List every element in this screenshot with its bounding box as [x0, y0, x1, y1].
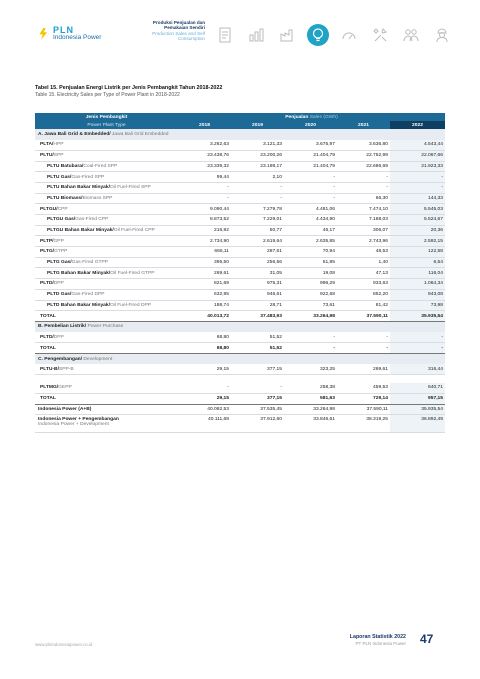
- table-row: [35, 383, 445, 394]
- page-header: [0, 0, 480, 62]
- table-row: [35, 140, 445, 151]
- value-cell: 51,52: [231, 343, 284, 354]
- row-label-id: PLTU Bahan Bakar Minyak/: [47, 185, 110, 191]
- value-cell: 73,61: [284, 300, 337, 311]
- value-cell: 216,92: [178, 225, 231, 236]
- value-cell: 21.404,79: [284, 150, 337, 161]
- section-label-id: C. Pengembangan/: [38, 356, 83, 362]
- value-cell: 22.752,99: [337, 150, 390, 161]
- gauge-icon[interactable]: [338, 24, 360, 46]
- value-cell: 4.543,44: [390, 140, 445, 151]
- value-cell: 4.481,06: [284, 204, 337, 215]
- value-cell: 3.636,80: [337, 140, 390, 151]
- table-row: [35, 364, 445, 375]
- value-cell: 37.590,11: [337, 404, 390, 415]
- table-title: Tabel 15. Penjualan Energi Listrik per Jenis Pembangkit Tahun 2018-2022: [35, 85, 223, 91]
- section-label-id: B. Pembelian Listrik/: [38, 324, 87, 330]
- section-label: [35, 353, 445, 364]
- value-cell: 33.264,98: [284, 311, 337, 322]
- section-title-en: Production Sales and Self Consumption: [152, 30, 205, 41]
- value-cell: 943,08: [390, 289, 445, 300]
- value-cell: 729,14: [337, 394, 390, 405]
- table-row: [35, 215, 445, 226]
- value-cell: 37.912,60: [231, 415, 284, 433]
- row-label: [35, 300, 178, 311]
- value-cell: 81,42: [337, 300, 390, 311]
- value-cell: 28,71: [231, 300, 284, 311]
- table-row: [35, 161, 445, 172]
- value-cell: 7.168,03: [337, 215, 390, 226]
- value-cell: 38.319,25: [337, 415, 390, 433]
- row-label-id: PLTGU/: [40, 206, 58, 212]
- value-cell: 5.524,67: [390, 215, 445, 226]
- section-row: [35, 321, 445, 332]
- row-label-en: Gas-Fired DPP: [71, 292, 105, 298]
- finance-icon[interactable]: [245, 24, 267, 46]
- row-label: [35, 289, 178, 300]
- sales-table: [35, 113, 445, 433]
- report-icon[interactable]: [214, 24, 236, 46]
- value-cell: 33.846,61: [284, 415, 337, 433]
- value-cell: 640,71: [390, 383, 445, 394]
- value-cell: 37.535,45: [231, 404, 284, 415]
- table-row: [35, 204, 445, 215]
- value-cell: 3.675,97: [284, 140, 337, 151]
- table-subtitle: Table 15. Electricity Sales per Type of Power Plant in 2018-2022: [35, 92, 180, 99]
- value-cell: 36.892,49: [390, 415, 445, 433]
- value-cell: 35.935,54: [390, 404, 445, 415]
- value-cell: 37.483,93: [231, 311, 284, 322]
- value-cell: 395,50: [178, 257, 231, 268]
- value-cell: 40.111,68: [178, 415, 231, 433]
- value-cell: 7.229,01: [231, 215, 284, 226]
- sales-header: [178, 113, 445, 121]
- row-label-id: PLTD/: [40, 281, 54, 287]
- lightning-icon: [37, 28, 49, 40]
- value-cell: -: [390, 182, 445, 193]
- row-label-en: DPP: [53, 281, 64, 287]
- value-cell: 23.438,76: [178, 150, 231, 161]
- row-label-en: GPP: [53, 238, 64, 244]
- row-label-id: PLTD/: [40, 334, 54, 340]
- table-row: [35, 289, 445, 300]
- table-row: [35, 150, 445, 161]
- value-cell: 946,61: [231, 289, 284, 300]
- value-cell: -: [337, 343, 390, 354]
- value-cell: 33.264,98: [284, 404, 337, 415]
- value-cell: 1.064,34: [390, 279, 445, 290]
- value-cell: 258,38: [284, 383, 337, 394]
- value-cell: -: [231, 193, 284, 204]
- tools-icon[interactable]: [369, 24, 391, 46]
- value-cell: 144,33: [390, 193, 445, 204]
- value-cell: 23.198,17: [231, 161, 284, 172]
- value-cell: -: [284, 343, 337, 354]
- row-label-id: PLTD Gas/: [47, 292, 72, 298]
- value-cell: -: [390, 343, 445, 354]
- value-cell: 66,30: [337, 193, 390, 204]
- value-cell: 5.545,03: [390, 204, 445, 215]
- value-cell: 269,61: [337, 364, 390, 375]
- table-header-row: [35, 113, 445, 121]
- row-label: [35, 161, 178, 172]
- value-cell: 50,77: [231, 225, 284, 236]
- table-year-row: [35, 121, 445, 129]
- value-cell: 665,11: [178, 247, 231, 258]
- value-cell: 40.082,53: [178, 404, 231, 415]
- row-label-en: GEPP: [58, 385, 72, 391]
- brand-subtitle: Indonesia Power: [53, 34, 102, 41]
- value-cell: 975,31: [231, 279, 284, 290]
- value-cell: -: [390, 172, 445, 183]
- table-row: [35, 257, 445, 268]
- row-label-en: DPP: [53, 334, 64, 340]
- value-cell: 19,08: [284, 268, 337, 279]
- value-cell: 3.262,63: [178, 140, 231, 151]
- table-row: [35, 279, 445, 290]
- value-cell: 2.619,64: [231, 236, 284, 247]
- value-cell: 4.434,90: [284, 215, 337, 226]
- report-title: Laporan Statistik 2022: [349, 634, 406, 640]
- chapter-icons: [214, 24, 462, 46]
- value-cell: 23.200,26: [231, 150, 284, 161]
- grand-total-label-id: Indonesia Power (A+B): [38, 407, 92, 413]
- year-header: 2022: [390, 121, 445, 129]
- value-cell: -: [284, 172, 337, 183]
- row-label: [35, 182, 178, 193]
- value-cell: 51,85: [284, 257, 337, 268]
- table-row: [35, 236, 445, 247]
- row-label: [35, 172, 178, 183]
- row-label-en: Oil Fuel-Fired DPP: [109, 302, 152, 308]
- row-label-en: Oil Fuel-Fired CPP: [113, 228, 155, 234]
- value-cell: 256,56: [231, 257, 284, 268]
- grand-total-row: [35, 415, 445, 433]
- value-cell: 37.590,11: [337, 311, 390, 322]
- row-label-id: PLTGU Bahan Bakar Minyak/: [47, 228, 114, 234]
- table-row: [35, 247, 445, 258]
- row-label-id: PLTGU Gas/: [47, 217, 76, 223]
- row-label: [35, 364, 178, 375]
- sales-header-en: Sales (GWh): [309, 114, 338, 120]
- year-header: 2018: [178, 121, 231, 129]
- grand-total-label-en: Indonesia Power + Development: [38, 422, 109, 428]
- row-label-en: HPP: [53, 142, 64, 148]
- grand-total-row: [35, 404, 445, 415]
- section-title: [147, 20, 205, 41]
- value-cell: 68,80: [178, 332, 231, 343]
- value-cell: 581,63: [284, 394, 337, 405]
- row-label-en: Coal-Fired SPP: [83, 163, 118, 169]
- section-label-en: Power Purchase: [87, 324, 124, 330]
- section-label: [35, 321, 445, 332]
- total-row: [35, 343, 445, 354]
- row-label: [35, 247, 178, 258]
- row-label-id: PLTU Gas/: [47, 174, 72, 180]
- value-cell: 306,07: [337, 225, 390, 236]
- plant-type-header: Jenis Pembangkit: [35, 113, 178, 121]
- value-cell: 2,10: [231, 172, 284, 183]
- table-caption: [35, 85, 222, 99]
- value-cell: 116,04: [390, 268, 445, 279]
- bulb-icon[interactable]: [307, 24, 329, 46]
- value-cell: 2.635,85: [284, 236, 337, 247]
- row-label-id: PLTU/: [40, 153, 54, 159]
- row-label-en: SPP: [53, 153, 64, 159]
- row-label-id: PLTU Batubara/: [47, 163, 84, 169]
- row-label: [35, 268, 178, 279]
- people-icon[interactable]: [400, 24, 422, 46]
- row-label-en: Oil Fuel-Fired GTPP: [110, 270, 155, 276]
- row-label-en: Gas-Fired GTPP: [71, 260, 109, 266]
- section-label: [35, 129, 445, 140]
- total-label: TOTAL: [35, 343, 178, 354]
- section-label-en: Jawa Bali Grid Embedded: [111, 131, 169, 137]
- value-cell: 323,25: [284, 364, 337, 375]
- value-cell: -: [284, 182, 337, 193]
- year-header: 2021: [337, 121, 390, 129]
- row-label: [35, 193, 178, 204]
- row-label: [35, 279, 178, 290]
- row-label-en: Oil Fuel-Fired SPP: [109, 185, 151, 191]
- website-url[interactable]: www.plnindonesiapower.co.id: [35, 642, 93, 647]
- table-row: [35, 225, 445, 236]
- value-cell: 29,15: [178, 364, 231, 375]
- row-label-en: Gas-Fired SPP: [71, 174, 105, 180]
- row-label: [35, 140, 178, 151]
- value-cell: 40.013,72: [178, 311, 231, 322]
- value-cell: 8.873,52: [178, 215, 231, 226]
- grand-total-label: [35, 404, 178, 415]
- page-number: 47: [420, 632, 434, 646]
- value-cell: 35.935,54: [390, 311, 445, 322]
- row-label-id: PLTA/: [40, 142, 54, 148]
- table-row: [35, 182, 445, 193]
- row-label-id: PLTU-B/: [40, 366, 59, 372]
- value-cell: 70,94: [284, 247, 337, 258]
- row-label-en: SPP-B: [58, 366, 74, 372]
- value-cell: 188,74: [178, 300, 231, 311]
- row-label: [35, 150, 178, 161]
- value-cell: 51,52: [231, 332, 284, 343]
- sales-header-id: Penjualan: [285, 114, 309, 120]
- value-cell: 1,40: [337, 257, 390, 268]
- value-cell: 922,68: [284, 289, 337, 300]
- row-label-en: Gas-Fired CPP: [75, 217, 109, 223]
- total-label: TOTAL: [35, 311, 178, 322]
- row-label-id: PLTMG/: [40, 385, 59, 391]
- value-cell: 852,20: [337, 289, 390, 300]
- total-label: TOTAL: [35, 394, 178, 405]
- value-cell: -: [178, 193, 231, 204]
- row-label-en: CPP: [57, 206, 68, 212]
- table-row: [35, 300, 445, 311]
- value-cell: 821,69: [178, 279, 231, 290]
- value-cell: 73,98: [390, 300, 445, 311]
- row-label: [35, 332, 178, 343]
- row-label: [35, 215, 178, 226]
- value-cell: 957,15: [390, 394, 445, 405]
- value-cell: 2.734,90: [178, 236, 231, 247]
- value-cell: 7.279,78: [231, 204, 284, 215]
- value-cell: -: [284, 193, 337, 204]
- value-cell: 68,80: [178, 343, 231, 354]
- row-label: [35, 257, 178, 268]
- value-cell: 9.090,44: [178, 204, 231, 215]
- value-cell: 996,29: [284, 279, 337, 290]
- value-cell: 48,53: [337, 247, 390, 258]
- value-cell: 20,36: [390, 225, 445, 236]
- row-label-id: PLTG Bahan Bakar Minyak/: [47, 270, 111, 276]
- report-footer: [336, 634, 406, 646]
- table-row: [35, 332, 445, 343]
- value-cell: 287,61: [231, 247, 284, 258]
- table-row: [35, 172, 445, 183]
- plant-type-header-en: Power Plant Type: [35, 121, 178, 129]
- section-title-id: Produksi Penjualan dan Pemakaian Sendiri: [152, 20, 205, 31]
- row-label: [35, 236, 178, 247]
- value-cell: 29,15: [178, 394, 231, 405]
- value-cell: 2.743,96: [337, 236, 390, 247]
- value-cell: 22.067,66: [390, 150, 445, 161]
- value-cell: 6,54: [390, 257, 445, 268]
- value-cell: 122,58: [390, 247, 445, 258]
- section-row: [35, 353, 445, 364]
- row-label-id: PLTG/: [40, 249, 55, 255]
- value-cell: -: [284, 332, 337, 343]
- value-cell: 933,63: [337, 279, 390, 290]
- total-row: [35, 394, 445, 405]
- section-row: [35, 129, 445, 140]
- value-cell: -: [390, 332, 445, 343]
- value-cell: -: [337, 182, 390, 193]
- grand-total-label-id: Indonesia Power + Pengembangan: [38, 417, 119, 423]
- table-row: [35, 193, 445, 204]
- year-header: 2019: [231, 121, 284, 129]
- value-cell: 99,44: [178, 172, 231, 183]
- spacer-row: [35, 375, 445, 383]
- value-cell: 3.121,33: [231, 140, 284, 151]
- value-cell: -: [178, 182, 231, 193]
- value-cell: -: [337, 172, 390, 183]
- table-row: [35, 268, 445, 279]
- row-label: [35, 383, 178, 394]
- spacer-cell: [35, 375, 445, 383]
- pln-logo: [37, 26, 101, 42]
- value-cell: 46,17: [284, 225, 337, 236]
- report-subtitle: PT PLN Indonesia Power: [355, 640, 406, 646]
- worker-icon[interactable]: [431, 24, 453, 46]
- value-cell: 377,15: [231, 394, 284, 405]
- value-cell: 22.686,69: [337, 161, 390, 172]
- value-cell: 23.339,32: [178, 161, 231, 172]
- value-cell: 632,95: [178, 289, 231, 300]
- table-body: [35, 129, 445, 433]
- power-plant-icon[interactable]: [276, 24, 298, 46]
- value-cell: 21.923,33: [390, 161, 445, 172]
- grand-total-label: [35, 415, 178, 433]
- total-row: [35, 311, 445, 322]
- value-cell: 269,61: [178, 268, 231, 279]
- value-cell: 2.592,15: [390, 236, 445, 247]
- year-header: 2020: [284, 121, 337, 129]
- value-cell: -: [337, 332, 390, 343]
- value-cell: 21.404,79: [284, 161, 337, 172]
- value-cell: -: [178, 383, 231, 394]
- row-label-id: PLTP/: [40, 238, 54, 244]
- row-label: [35, 225, 178, 236]
- row-label-id: PLTU Biomass/: [47, 195, 83, 201]
- row-label-en: GTPP: [54, 249, 68, 255]
- value-cell: 7.474,10: [337, 204, 390, 215]
- row-label-id: PLTD Bahan Bakar Minyak/: [47, 302, 110, 308]
- section-label-en: Development: [83, 356, 113, 362]
- value-cell: 316,44: [390, 364, 445, 375]
- value-cell: 47,13: [337, 268, 390, 279]
- row-label-id: PLTG Gas/: [47, 260, 72, 266]
- value-cell: -: [231, 383, 284, 394]
- row-label-en: Biomass SPP: [82, 195, 113, 201]
- value-cell: 377,15: [231, 364, 284, 375]
- brand-name: PLN: [53, 25, 74, 35]
- row-label: [35, 204, 178, 215]
- value-cell: 31,05: [231, 268, 284, 279]
- value-cell: -: [231, 182, 284, 193]
- section-label-id: A. Jawa Bali Grid & Embedded/: [38, 131, 111, 137]
- value-cell: 459,53: [337, 383, 390, 394]
